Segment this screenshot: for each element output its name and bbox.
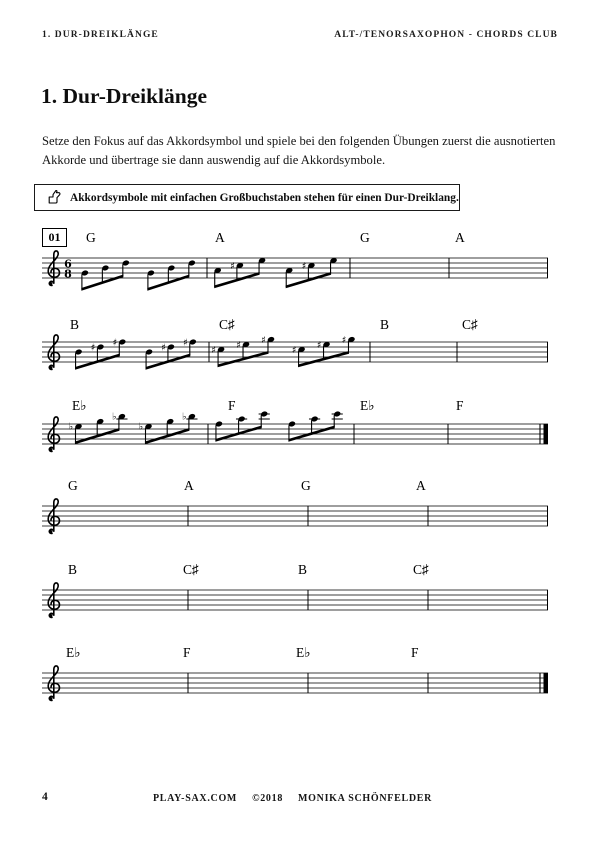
chord-label: B bbox=[68, 562, 78, 577]
accidental-flat: ♭ bbox=[138, 421, 144, 433]
chord-label: C♯ bbox=[462, 317, 478, 332]
staff-system bbox=[42, 476, 550, 546]
chord-label: E♭ bbox=[296, 645, 311, 660]
staff-system bbox=[42, 394, 550, 464]
exercise-number-badge: 01 bbox=[42, 228, 67, 247]
accidental-sharp: ♯ bbox=[161, 342, 166, 354]
chord-label: A bbox=[215, 230, 225, 245]
staff-system bbox=[42, 312, 550, 382]
chord-label: F bbox=[456, 398, 464, 413]
chord-label: B bbox=[298, 562, 308, 577]
chord-label: F bbox=[411, 645, 419, 660]
footer-copyright: ©2018 bbox=[252, 793, 284, 804]
time-signature-bottom: 8 bbox=[64, 267, 72, 281]
accidental-sharp: ♯ bbox=[230, 260, 235, 272]
beamed-note-group bbox=[81, 260, 130, 291]
header-book-title: ALT-/TENORSAXOPHON - CHORDS CLUB bbox=[334, 30, 558, 40]
staff-system bbox=[42, 643, 550, 713]
intro-paragraph: Setze den Fokus auf das Akkordsymbol und spiele bei den folgenden Übungen zuerst die ausnotierten Akkorde und übertrage sie dann auswendig auf die Akkordsymbole. bbox=[42, 134, 556, 168]
accidental-sharp: ♯ bbox=[182, 337, 188, 349]
chord-label: A bbox=[416, 478, 426, 493]
beamed-note-group bbox=[215, 411, 270, 442]
chord-label: C♯ bbox=[413, 562, 429, 577]
final-barline-thick bbox=[544, 673, 549, 693]
accidental-flat: ♭ bbox=[112, 411, 117, 423]
footer-imprint bbox=[153, 793, 432, 804]
time-signature-top: 6 bbox=[64, 257, 72, 271]
beamed-note-group bbox=[288, 411, 343, 442]
chord-label: A bbox=[455, 230, 465, 245]
chord-label: A bbox=[184, 478, 194, 493]
accidental-sharp: ♯ bbox=[236, 339, 241, 351]
accidental-flat: ♭ bbox=[68, 421, 74, 433]
beamed-note-group bbox=[147, 260, 196, 291]
accidental-sharp: ♯ bbox=[112, 337, 118, 349]
note-box bbox=[34, 184, 460, 211]
chord-label: E♭ bbox=[72, 398, 87, 413]
accidental-sharp: ♯ bbox=[316, 339, 322, 351]
final-barline-thick bbox=[544, 424, 549, 444]
accidental-sharp: ♯ bbox=[90, 342, 96, 354]
accidental-sharp: ♯ bbox=[211, 344, 216, 356]
chord-label: G bbox=[301, 478, 311, 493]
accidental-sharp: ♯ bbox=[261, 334, 266, 346]
footer-site: PLAY-SAX.COM bbox=[153, 793, 238, 804]
header-chapter: 1. DUR-DREIKLÄNGE bbox=[42, 30, 159, 40]
chord-label: C♯ bbox=[219, 317, 235, 332]
staff-system bbox=[42, 560, 550, 630]
accidental-sharp: ♯ bbox=[301, 260, 307, 272]
staff-system bbox=[42, 228, 550, 298]
chord-label: E♭ bbox=[360, 398, 375, 413]
accidental-sharp: ♯ bbox=[291, 344, 297, 356]
chord-label: F bbox=[228, 398, 236, 413]
chord-label: G bbox=[68, 478, 78, 493]
chord-label: G bbox=[360, 230, 370, 245]
note-box-text: Akkordsymbole mit einfachen Großbuchstaben stehen für einen Dur-Dreiklang. bbox=[70, 191, 459, 204]
footer-author: MONIKA SCHÖNFELDER bbox=[298, 793, 433, 804]
chord-label: B bbox=[70, 317, 80, 332]
chord-label: B bbox=[380, 317, 390, 332]
chord-label: C♯ bbox=[183, 562, 199, 577]
chord-label: F bbox=[183, 645, 191, 660]
footer-page-number: 4 bbox=[42, 791, 48, 803]
chord-label: E♭ bbox=[66, 645, 81, 660]
accidental-flat: ♭ bbox=[182, 411, 187, 423]
page-title: 1. Dur-Dreiklänge bbox=[41, 84, 208, 108]
chord-label: G bbox=[86, 230, 96, 245]
accidental-sharp: ♯ bbox=[341, 334, 347, 346]
manicule-icon bbox=[47, 190, 62, 205]
